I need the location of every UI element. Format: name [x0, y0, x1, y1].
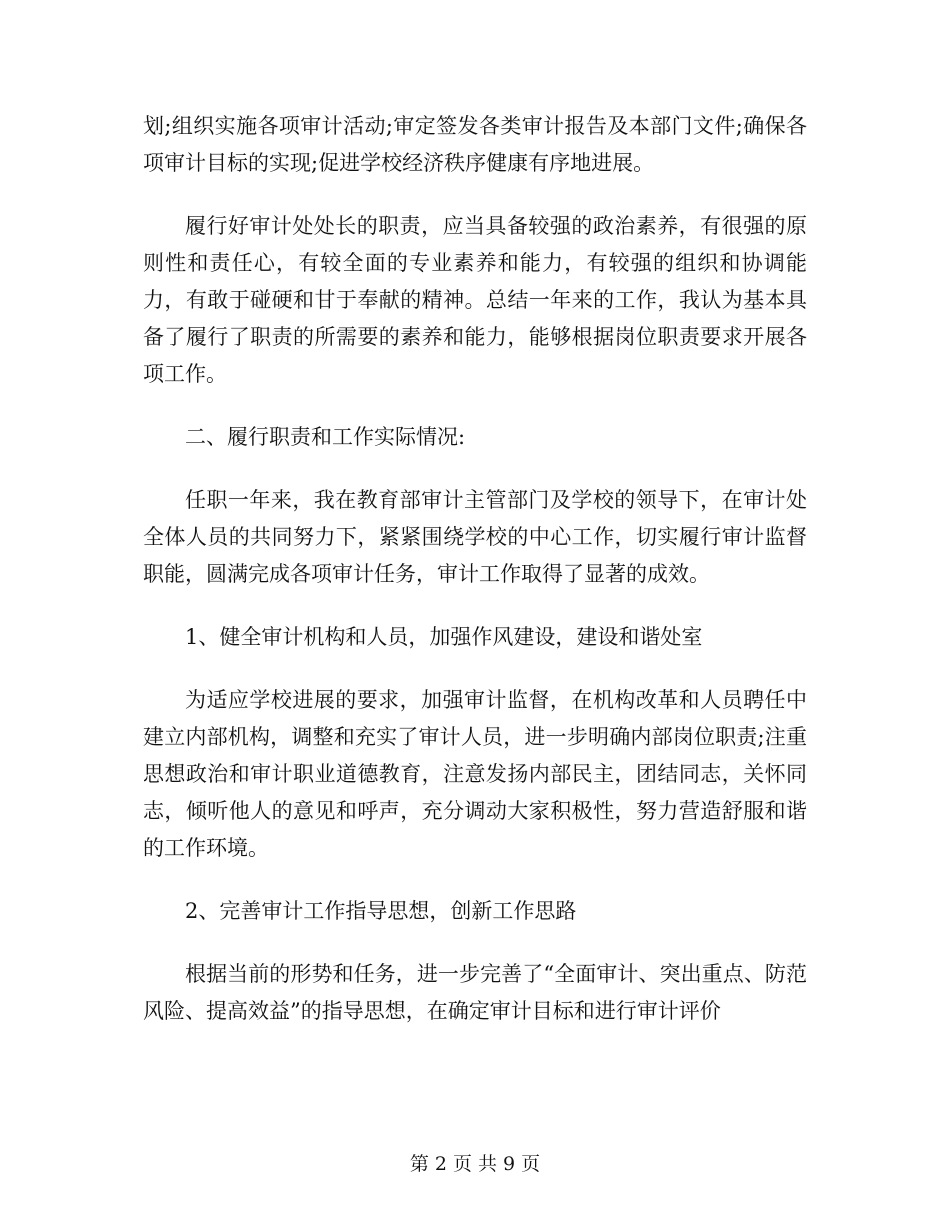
paragraph-overview: 任职一年来，我在教育部审计主管部门及学校的领导下，在审计处全体人员的共同努力下，紧紧围绕学校的中心工作，切实履行审计监督职能，圆满完成各项审计任务，审计工作取得了显著的成效。 — [143, 488, 807, 586]
paragraph-organization: 为适应学校进展的要求，加强审计监督，在机构改革和人员聘任中建立内部机构，调整和充实了审计人员，进一步明确内部岗位职责;注重思想政治和审计职业道德教育，注意发扬内部民主，团结同志，关怀同志，倾听他人的意见和呼声，充分调动大家积极性，努力营造舒服和谐的工作环境。 — [143, 688, 807, 860]
section-heading-2: 二、履行职责和工作实际情况: — [185, 425, 466, 449]
document-body — [143, 108, 807, 1056]
paragraph-duties: 履行好审计处处长的职责，应当具备较强的政治素养，有很强的原则性和责任心，有较全面的专业素养和能力，有较强的组织和协调能力，有敢于碰硬和甘于奉献的精神。总结一年来的工作，我认为基本具备了履行了职责的所需要的素养和能力，能够根据岗位职责要求开展各项工作。 — [143, 214, 807, 386]
subheading-1: 1、健全审计机构和人员，加强作风建设，建设和谐处室 — [185, 625, 703, 649]
paragraph-guiding-thought: 根据当前的形势和任务，进一步完善了“全面审计、突出重点、防范风险、提高效益”的指导思想，在确定审计目标和进行审计评价 — [143, 962, 807, 1023]
paragraph-continuation: 划;组织实施各项审计活动;审定签发各类审计报告及本部门文件;确保各项审计目标的实现;促进学校经济秩序健康有序地进展。 — [143, 114, 807, 175]
subheading-2: 2、完善审计工作指导思想，创新工作思路 — [185, 899, 577, 923]
page-number-footer: 第 2 页 共 9 页 — [409, 1153, 541, 1175]
